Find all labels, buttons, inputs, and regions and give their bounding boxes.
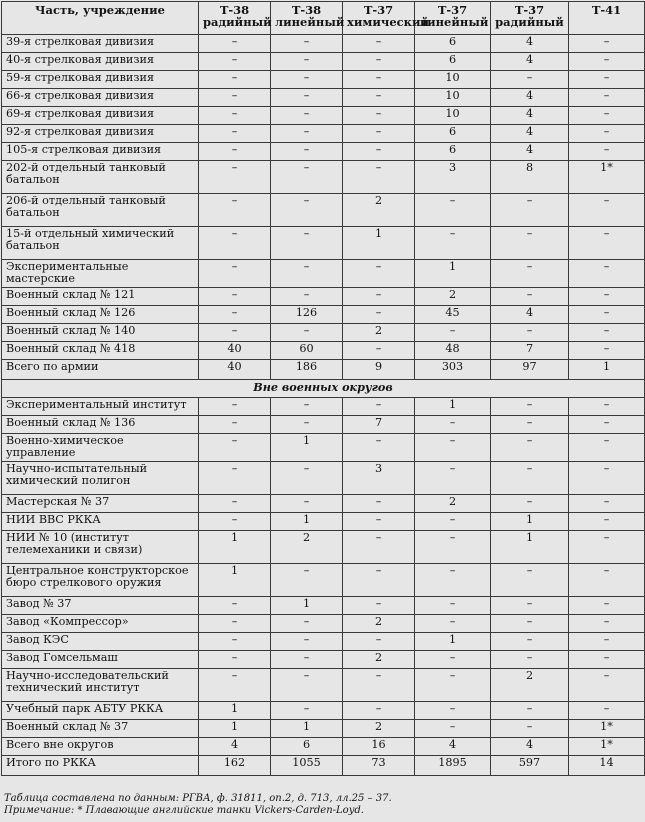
row-label: Экспериментальные мастерские (2, 260, 199, 288)
table-cell: – (199, 614, 271, 632)
table-row (2, 719, 645, 737)
table-cell: – (415, 227, 491, 260)
table-cell: 3 (343, 461, 415, 494)
table-cell: 48 (415, 341, 491, 359)
table-row (2, 596, 645, 614)
table-cell: – (491, 632, 569, 650)
table-cell: – (343, 632, 415, 650)
table-cell: – (271, 287, 343, 305)
header-row (2, 2, 645, 35)
row-label: 202-й отдельный танковый батальон (2, 161, 199, 194)
table-cell: – (569, 287, 645, 305)
table-cell: – (199, 227, 271, 260)
table-cell: 4 (491, 125, 569, 143)
table-cell: – (491, 71, 569, 89)
table-cell: – (415, 433, 491, 461)
table-cell: – (569, 512, 645, 530)
table-cell: – (271, 53, 343, 71)
row-label: 15-й отдельный химический батальон (2, 227, 199, 260)
table-cell: – (569, 89, 645, 107)
table-cell: – (569, 341, 645, 359)
row-label: 39-я стрелковая дивизия (2, 35, 199, 53)
table-row (2, 89, 645, 107)
table-cell: – (569, 194, 645, 227)
table-cell: – (491, 494, 569, 512)
table-cell: – (271, 397, 343, 415)
table-cell: – (199, 397, 271, 415)
table-cell: 2 (491, 668, 569, 701)
table-row (2, 35, 645, 53)
table-cell: 4 (491, 737, 569, 755)
table-cell: – (491, 227, 569, 260)
table-cell: 1 (569, 359, 645, 379)
row-label: Всего вне округов (2, 737, 199, 755)
table-cell: 4 (491, 53, 569, 71)
table-cell: – (343, 71, 415, 89)
row-label: Завод № 37 (2, 596, 199, 614)
header-col: Т-38 радийный (199, 2, 271, 35)
table-cell: 1 (199, 530, 271, 563)
table-cell: 10 (415, 107, 491, 125)
table-cell: – (415, 530, 491, 563)
table-cell: 1 (343, 227, 415, 260)
row-label: Всего по армии (2, 359, 199, 379)
table-cell: – (569, 433, 645, 461)
table-cell: 7 (491, 341, 569, 359)
table-cell: – (415, 512, 491, 530)
table-cell: – (343, 512, 415, 530)
table-cell: – (343, 433, 415, 461)
table-cell: – (491, 194, 569, 227)
table-cell: 1 (491, 530, 569, 563)
table-cell: 40 (199, 341, 271, 359)
table-cell: – (491, 719, 569, 737)
table-cell: – (343, 668, 415, 701)
table-cell: – (491, 563, 569, 596)
header-col: Т-37 химический (343, 2, 415, 35)
table-cell: – (271, 107, 343, 125)
table-cell: 4 (491, 35, 569, 53)
table-cell: – (569, 461, 645, 494)
table-cell: – (569, 125, 645, 143)
table-row (2, 494, 645, 512)
table-cell: – (199, 323, 271, 341)
table-cell: – (199, 512, 271, 530)
table-row (2, 512, 645, 530)
table-row (2, 287, 645, 305)
table-cell: 2 (415, 287, 491, 305)
table-cell: – (343, 107, 415, 125)
table-cell: – (271, 71, 343, 89)
table-cell: 1 (271, 512, 343, 530)
table-cell: – (199, 107, 271, 125)
table-cell: – (271, 161, 343, 194)
table-cell: – (199, 35, 271, 53)
table-cell: – (271, 143, 343, 161)
table-cell: 7 (343, 415, 415, 433)
table-cell: – (199, 161, 271, 194)
table-cell: 2 (343, 614, 415, 632)
table-row (2, 668, 645, 701)
table-cell: – (569, 53, 645, 71)
table-row (2, 530, 645, 563)
table-row (2, 650, 645, 668)
header-unit: Часть, учреждение (2, 2, 199, 35)
row-label: Завод КЭС (2, 632, 199, 650)
table-cell: – (199, 461, 271, 494)
table-cell: – (569, 563, 645, 596)
table-cell: 16 (343, 737, 415, 755)
table-cell: – (343, 701, 415, 719)
table-cell: – (343, 397, 415, 415)
table-cell: – (271, 35, 343, 53)
table-row (2, 701, 645, 719)
table-row (2, 632, 645, 650)
table-cell: 6 (415, 53, 491, 71)
table-cell: 303 (415, 359, 491, 379)
table-cell: – (415, 563, 491, 596)
table-row (2, 323, 645, 341)
outside-rows (2, 397, 645, 775)
table-cell: 1* (569, 719, 645, 737)
table-cell: – (271, 227, 343, 260)
table-cell: – (491, 323, 569, 341)
table-cell: – (271, 563, 343, 596)
row-label: 206-й отдельный танковый батальон (2, 194, 199, 227)
table-cell: 6 (415, 143, 491, 161)
table-cell: 40 (199, 359, 271, 379)
table-cell: – (343, 530, 415, 563)
table-cell: – (569, 305, 645, 323)
row-label: Экспериментальный институт (2, 397, 199, 415)
table-row (2, 125, 645, 143)
table-cell: – (569, 415, 645, 433)
table-cell: – (199, 143, 271, 161)
table-cell: 1 (271, 596, 343, 614)
table-cell: 4 (491, 107, 569, 125)
table-cell: 1 (491, 512, 569, 530)
table-cell: 6 (415, 125, 491, 143)
table-cell: – (491, 287, 569, 305)
table-cell: – (343, 260, 415, 288)
table-cell: – (271, 461, 343, 494)
table-cell: – (569, 397, 645, 415)
table-cell: – (271, 260, 343, 288)
row-label: Научно-исследовательский технический институт (2, 668, 199, 701)
table-cell: – (271, 89, 343, 107)
table-cell: – (569, 596, 645, 614)
table-row (2, 341, 645, 359)
table-cell: 1 (199, 701, 271, 719)
row-label: 69-я стрелковая дивизия (2, 107, 199, 125)
table-cell: – (415, 701, 491, 719)
footnote-note: Примечание: * Плавающие английские танки Vickers-Carden-Loyd. (4, 805, 364, 816)
table-row (2, 227, 645, 260)
row-label: 40-я стрелковая дивизия (2, 53, 199, 71)
table-cell: – (569, 701, 645, 719)
table-cell: – (569, 530, 645, 563)
table-cell: 73 (343, 755, 415, 775)
row-label: Завод «Компрессор» (2, 614, 199, 632)
table-cell: – (343, 143, 415, 161)
row-label: Военно-химическое управление (2, 433, 199, 461)
table-cell: – (199, 494, 271, 512)
row-label: Научно-испытательный химический полигон (2, 461, 199, 494)
table-cell: 2 (415, 494, 491, 512)
table-cell: – (569, 668, 645, 701)
row-label: Военный склад № 136 (2, 415, 199, 433)
table-row (2, 359, 645, 379)
table-cell: – (491, 260, 569, 288)
table-row (2, 107, 645, 125)
table-cell: – (199, 415, 271, 433)
footnote (4, 793, 640, 817)
table-cell: 186 (271, 359, 343, 379)
table-row (2, 563, 645, 596)
table-cell: 1895 (415, 755, 491, 775)
table-cell: 8 (491, 161, 569, 194)
table-cell: – (199, 194, 271, 227)
table-cell: 4 (491, 89, 569, 107)
table-cell: – (415, 719, 491, 737)
table-cell: – (343, 287, 415, 305)
table-cell: 2 (271, 530, 343, 563)
table-cell: – (271, 125, 343, 143)
table-cell: – (569, 323, 645, 341)
table-cell: – (569, 614, 645, 632)
table-cell: – (491, 415, 569, 433)
table-cell: – (569, 227, 645, 260)
table-cell: – (569, 107, 645, 125)
table-cell: 14 (569, 755, 645, 775)
table-row (2, 415, 645, 433)
table-cell: 4 (491, 305, 569, 323)
table-cell: – (415, 461, 491, 494)
table-cell: 1 (271, 719, 343, 737)
table-row (2, 397, 645, 415)
table-cell: – (415, 614, 491, 632)
table-cell: – (271, 701, 343, 719)
row-label: 92-я стрелковая дивизия (2, 125, 199, 143)
table-cell: – (343, 341, 415, 359)
table-cell: – (199, 433, 271, 461)
table-cell: 597 (491, 755, 569, 775)
table-cell: – (343, 563, 415, 596)
table-cell: – (491, 397, 569, 415)
table-cell: 1055 (271, 755, 343, 775)
table-row (2, 305, 645, 323)
table-cell: – (343, 125, 415, 143)
table-cell: 1 (199, 719, 271, 737)
table-cell: – (569, 71, 645, 89)
table-cell: – (415, 415, 491, 433)
table-cell: – (343, 53, 415, 71)
table-cell: – (569, 35, 645, 53)
row-label: 105-я стрелковая дивизия (2, 143, 199, 161)
table-cell: – (415, 596, 491, 614)
tank-distribution-table (1, 1, 645, 776)
row-label: Учебный парк АБТУ РККА (2, 701, 199, 719)
table-cell: – (569, 143, 645, 161)
table-cell: – (199, 632, 271, 650)
table-cell: 2 (343, 719, 415, 737)
table-row (2, 433, 645, 461)
table-row (2, 737, 645, 755)
table-cell: – (271, 632, 343, 650)
table-cell: 1 (415, 397, 491, 415)
table-cell: – (415, 650, 491, 668)
table-row (2, 755, 645, 775)
row-label: 59-я стрелковая дивизия (2, 71, 199, 89)
table-cell: – (199, 89, 271, 107)
table-cell: 1* (569, 737, 645, 755)
table-cell: 6 (271, 737, 343, 755)
table-cell: – (199, 596, 271, 614)
table-cell: – (569, 632, 645, 650)
table-cell: 45 (415, 305, 491, 323)
row-label: Военный склад № 37 (2, 719, 199, 737)
row-label: Военный склад № 126 (2, 305, 199, 323)
table-cell: – (569, 650, 645, 668)
table-cell: – (491, 461, 569, 494)
table-row (2, 71, 645, 89)
table-cell: – (199, 260, 271, 288)
table-cell: – (415, 668, 491, 701)
table-cell: 126 (271, 305, 343, 323)
table-row (2, 53, 645, 71)
table-cell: 60 (271, 341, 343, 359)
row-label: Военный склад № 418 (2, 341, 199, 359)
table-cell: – (415, 194, 491, 227)
footnote-source: Таблица составлена по данным: РГВА, ф. 31811, оп.2, д. 713, лл.25 – 37. (4, 793, 392, 804)
table-cell: – (199, 650, 271, 668)
table-cell: – (343, 305, 415, 323)
table-cell: – (491, 614, 569, 632)
row-label: Итого по РККА (2, 755, 199, 775)
table-row (2, 161, 645, 194)
table-cell: – (271, 194, 343, 227)
table-row (2, 143, 645, 161)
table-cell: – (271, 668, 343, 701)
row-label: НИИ № 10 (институт телемеханики и связи) (2, 530, 199, 563)
table-cell: 1* (569, 161, 645, 194)
table-cell: – (271, 650, 343, 668)
table-cell: – (271, 323, 343, 341)
table-cell: – (343, 596, 415, 614)
table-row (2, 260, 645, 288)
table-cell: 4 (415, 737, 491, 755)
table-cell: 1 (415, 260, 491, 288)
table-cell: 9 (343, 359, 415, 379)
table-cell: 6 (415, 35, 491, 53)
table-cell: – (491, 650, 569, 668)
table-cell: – (569, 260, 645, 288)
table-cell: 3 (415, 161, 491, 194)
table-cell: – (343, 89, 415, 107)
table-row (2, 194, 645, 227)
table-cell: – (491, 596, 569, 614)
table-cell: – (271, 494, 343, 512)
table-cell: 2 (343, 194, 415, 227)
row-label: Мастерская № 37 (2, 494, 199, 512)
table-cell: – (199, 71, 271, 89)
table-row (2, 614, 645, 632)
header-col: Т-38 линейный (271, 2, 343, 35)
table-cell: 4 (199, 737, 271, 755)
table-cell: – (199, 305, 271, 323)
row-label: 66-я стрелковая дивизия (2, 89, 199, 107)
army-rows (2, 35, 645, 380)
table-cell: – (271, 415, 343, 433)
table-cell: – (415, 323, 491, 341)
header-col: Т-37 радийный (491, 2, 569, 35)
header-col: Т-41 (569, 2, 645, 35)
table-cell: – (199, 287, 271, 305)
table-cell: – (491, 433, 569, 461)
table-cell: 1 (199, 563, 271, 596)
table-cell: 10 (415, 89, 491, 107)
table-cell: 162 (199, 755, 271, 775)
row-label: Военный склад № 140 (2, 323, 199, 341)
table-cell: – (491, 701, 569, 719)
table-cell: – (343, 494, 415, 512)
table-cell: 2 (343, 323, 415, 341)
table-cell: 10 (415, 71, 491, 89)
table-cell: – (343, 161, 415, 194)
row-label: Завод Гомсельмаш (2, 650, 199, 668)
table-cell: 1 (271, 433, 343, 461)
table-cell: – (569, 494, 645, 512)
table-cell: 97 (491, 359, 569, 379)
section-title: Вне военных округов (2, 379, 645, 397)
row-label: Военный склад № 121 (2, 287, 199, 305)
section-row (2, 379, 645, 397)
table-cell: – (199, 53, 271, 71)
table-cell: 1 (415, 632, 491, 650)
table-row (2, 461, 645, 494)
table-cell: 4 (491, 143, 569, 161)
table-cell: – (199, 668, 271, 701)
header-col: Т-37 линейный (415, 2, 491, 35)
row-label: НИИ ВВС РККА (2, 512, 199, 530)
table-cell: – (199, 125, 271, 143)
table-cell: 2 (343, 650, 415, 668)
table-cell: – (271, 614, 343, 632)
row-label: Центральное конструкторское бюро стрелкового оружия (2, 563, 199, 596)
table-cell: – (343, 35, 415, 53)
